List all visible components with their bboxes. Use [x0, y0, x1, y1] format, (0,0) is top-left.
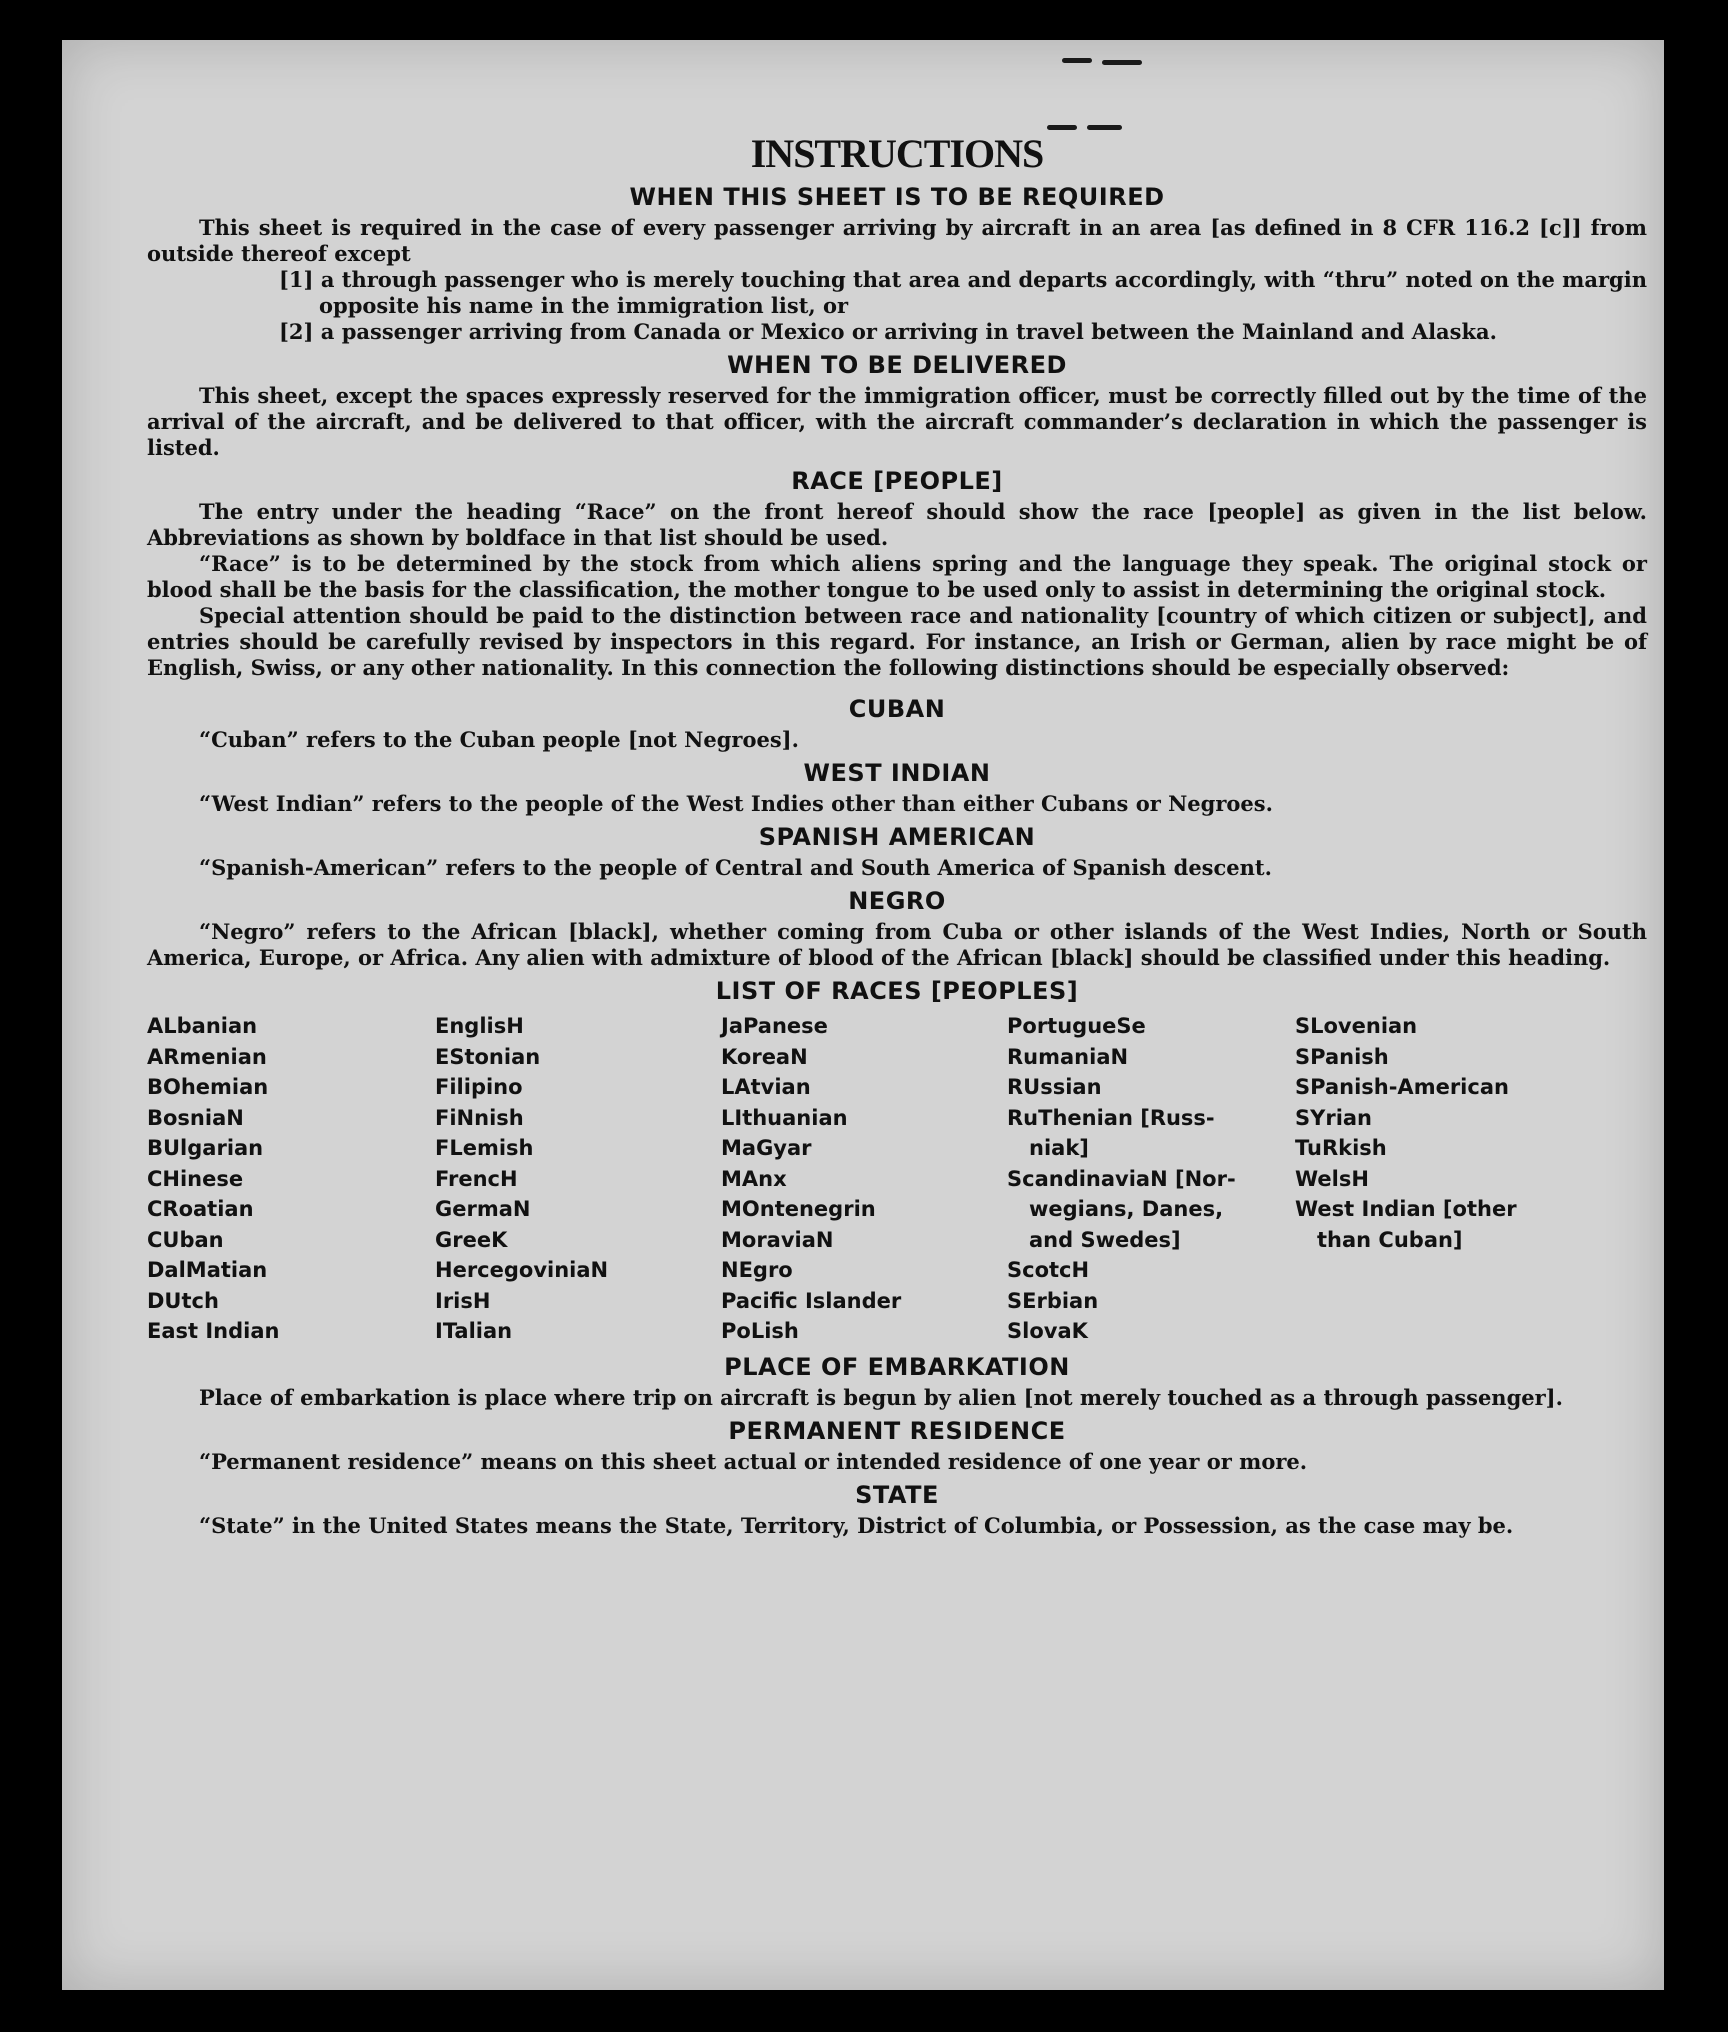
races-list: [147, 1011, 1647, 1347]
race-item: CUban: [147, 1227, 224, 1252]
heading-spanish-american: SPANISH AMERICAN: [758, 823, 1036, 851]
race-item: IrisH: [435, 1288, 491, 1313]
embarkation-text: Place of embarkation is place where trip on aircraft is begun by alien [not merely touched as a through passenger].: [199, 1384, 1563, 1410]
heading-embarkation: PLACE OF EMBARKATION: [724, 1352, 1070, 1381]
race-item: MoraviaN: [721, 1227, 834, 1252]
race-item: East Indian: [147, 1319, 280, 1343]
heading-list-of-races: LIST OF RACES [PEOPLES]: [715, 977, 1079, 1005]
race-item: MOntenegrin: [721, 1197, 876, 1221]
race-paragraph-1: The entry under the heading “Race” on the front hereof should show the race [people] as given in the list below. Abbreviations as shown by boldface in that list should be used.: [147, 499, 1647, 550]
race-item: PortugueSe: [1007, 1014, 1146, 1038]
race-item: BUlgarian: [147, 1136, 264, 1160]
race-item: than Cuban]: [1317, 1227, 1463, 1252]
race-item: GermaN: [435, 1197, 531, 1221]
race-item: BosniaN: [147, 1105, 244, 1130]
race-item: DalMatian: [147, 1258, 268, 1282]
delivered-text: This sheet, except the spaces expressly reserved for the immigration officer, must be correctly filled out by the time of the arrival of the aircraft, and be delivered to that officer, with the aircraft commander’s declaration in which the passenger is listed.: [147, 383, 1647, 460]
races-column-4: [1007, 1011, 1295, 1347]
races-column-2: [435, 1011, 721, 1347]
heading-state: STATE: [855, 1480, 939, 1509]
race-item: ARmenian: [147, 1044, 267, 1069]
race-item: SYrian: [1295, 1105, 1373, 1130]
instructions-content: [147, 130, 1647, 1539]
race-item: and Swedes]: [1029, 1227, 1181, 1252]
page-title: INSTRUCTIONS: [750, 131, 1044, 176]
race-item: SlovaK: [1007, 1319, 1088, 1343]
race-item: FiNnish: [435, 1105, 524, 1130]
ink-mark: [1062, 58, 1092, 63]
race-item: JaPanese: [721, 1014, 828, 1038]
race-item: wegians, Danes,: [1029, 1197, 1224, 1221]
west-indian-text: “West Indian” refers to the people of the West Indies other than either Cubans or Negroes.: [199, 791, 1273, 816]
state-text: “State” in the United States means the State, Territory, District of Columbia, or Possession, as the case may be.: [199, 1512, 1514, 1538]
heading-race: RACE [PEOPLE]: [791, 467, 1003, 495]
race-item: RUssian: [1007, 1075, 1102, 1099]
race-item: MaGyar: [721, 1136, 812, 1160]
race-item: FrencH: [435, 1166, 518, 1191]
race-item: CRoatian: [147, 1197, 254, 1221]
race-item: SLovenian: [1295, 1014, 1418, 1038]
heading-delivered: WHEN TO BE DELIVERED: [727, 351, 1067, 379]
race-item: WelsH: [1295, 1166, 1369, 1191]
spanish-american-text: “Spanish-American” refers to the people of Central and South America of Spanish descent.: [199, 855, 1272, 880]
permanent-residence-text: “Permanent residence” means on this sheet actual or intended residence of one year or more.: [199, 1448, 1308, 1474]
race-item: ALbanian: [147, 1014, 258, 1038]
heading-west-indian: WEST INDIAN: [803, 759, 991, 787]
race-paragraph-2: “Race” is to be determined by the stock from which aliens spring and the language they speak. The original stock or blood shall be the basis for the classification, the mother tongue to be used only to assist in determining the original stock.: [147, 551, 1647, 602]
race-item: SPanish-American: [1295, 1075, 1509, 1099]
races-column-3: [721, 1011, 1007, 1347]
ink-mark: [1102, 60, 1142, 65]
race-item: SPanish: [1295, 1044, 1389, 1069]
race-item: BOhemian: [147, 1075, 269, 1099]
negro-text: “Negro” refers to the African [black], whether coming from Cuba or other islands of the West Indies, North or South America, Europe, or Africa. Any alien with admixture of blood of the African [black] should be classified under this heading.: [147, 919, 1647, 970]
race-item: niak]: [1029, 1136, 1089, 1160]
required-item-1: [1] a through passenger who is merely touching that area and departs accordingly, with “thru” noted on the margin opposite his name in the immigration list, or: [279, 267, 1647, 318]
race-item: ScotcH: [1007, 1258, 1090, 1282]
heading-required: WHEN THIS SHEET IS TO BE REQUIRED: [629, 183, 1165, 211]
race-item: NEgro: [721, 1258, 793, 1282]
required-text: This sheet is required in the case of every passenger arriving by aircraft in an area [as defined in 8 CFR 116.2 [c]] from outside thereof except: [147, 215, 1647, 266]
race-item: GreeK: [435, 1227, 508, 1252]
heading-negro: NEGRO: [848, 887, 946, 915]
race-item: KoreaN: [721, 1044, 808, 1069]
race-item: ITalian: [435, 1319, 513, 1343]
race-paragraph-3: Special attention should be paid to the distinction between race and nationality [country of which citizen or subject], and entries should be carefully revised by inspectors in this regard. For instance, an Irish or German, alien by race might be of English, Swiss, or any other nationality. In this connection the following distinctions should be especially observed:: [147, 603, 1647, 680]
race-item: EnglisH: [435, 1014, 524, 1038]
cuban-text: “Cuban” refers to the Cuban people [not Negroes].: [199, 727, 799, 752]
document-page: [62, 40, 1664, 1990]
race-item: RumaniaN: [1007, 1044, 1129, 1069]
race-item: ScandinaviaN [Nor-: [1007, 1166, 1236, 1191]
race-item: HercegoviniaN: [435, 1258, 609, 1282]
race-item: SErbian: [1007, 1288, 1099, 1313]
race-item: MAnx: [721, 1166, 787, 1191]
races-column-5: [1295, 1011, 1555, 1347]
race-item: LAtvian: [721, 1075, 811, 1099]
race-item: PoLish: [721, 1319, 799, 1343]
race-item: LIthuanian: [721, 1105, 848, 1130]
races-column-1: [147, 1011, 435, 1347]
heading-permanent-residence: PERMANENT RESIDENCE: [728, 1416, 1066, 1445]
race-item: RuThenian [Russ-: [1007, 1105, 1215, 1130]
race-item: DUtch: [147, 1288, 219, 1313]
race-item: Pacific Islander: [721, 1288, 902, 1313]
required-item-2: [2] a passenger arriving from Canada or Mexico or arriving in travel between the Mainland and Alaska.: [279, 319, 1497, 344]
race-item: Filipino: [435, 1075, 523, 1099]
race-item: CHinese: [147, 1166, 244, 1191]
race-item: TuRkish: [1295, 1136, 1387, 1160]
race-item: EStonian: [435, 1044, 541, 1069]
heading-cuban: CUBAN: [848, 695, 946, 723]
race-item: West Indian [other: [1295, 1197, 1517, 1221]
race-item: FLemish: [435, 1136, 534, 1160]
